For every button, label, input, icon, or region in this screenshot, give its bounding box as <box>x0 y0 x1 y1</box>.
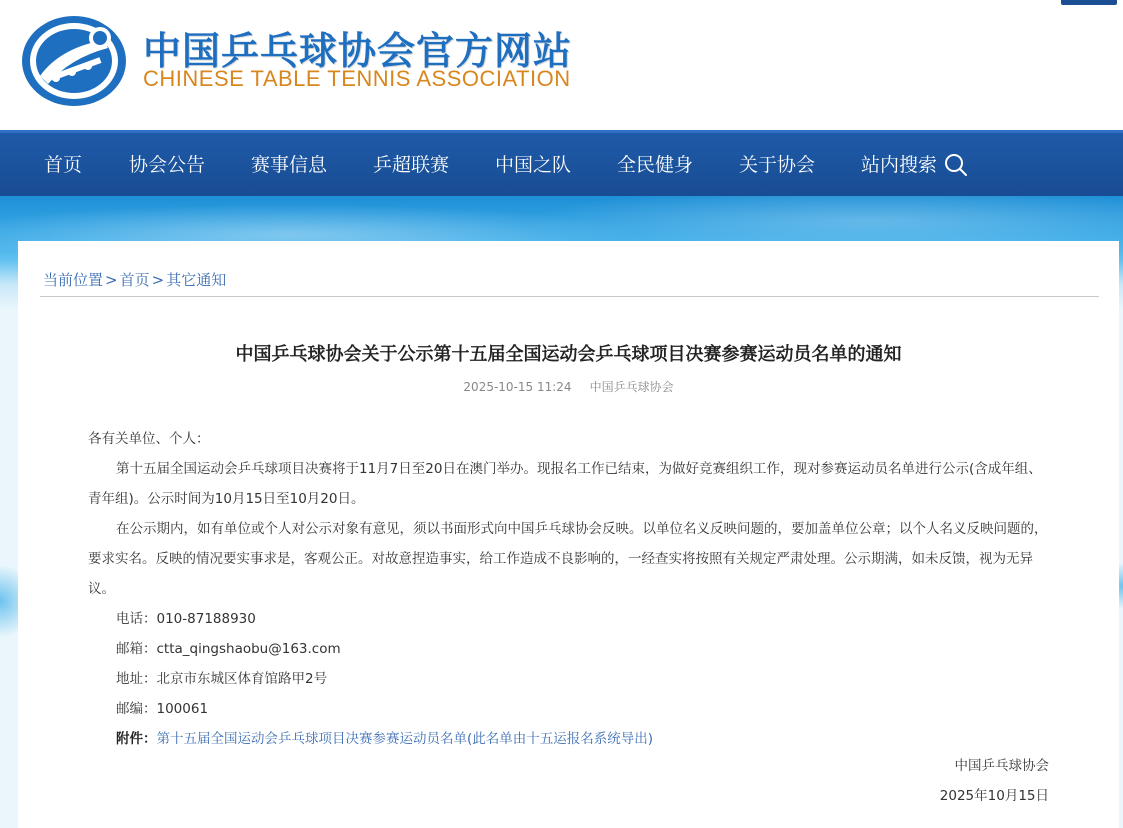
attachment-label: 附件： <box>116 731 157 747</box>
contact-value: 北京市东城区体育馆路甲2号 <box>156 671 328 687</box>
nav-item-announcements[interactable]: 协会公告 <box>129 154 206 176</box>
ctta-logo-icon[interactable] <box>20 14 128 108</box>
article-date: 2025-10-15 11:24 <box>463 380 572 394</box>
nav-item-events[interactable]: 赛事信息 <box>251 154 328 176</box>
article-paragraph: 在公示期内，如有单位或个人对公示对象有意见，须以书面形式向中国乒乓球协会反映。以单位名义反映问题的，要加盖单位公章；以个人名义反映问题的，要求实名。反映的情况要实事求是，客观公正。对故意捏造事实，给工作造成不良影响的，一经查实将按照有关规定严肃处理。公示期满，如未反馈，视为无异议。 <box>88 521 1048 597</box>
breadcrumb-current-location: 当前位置 <box>43 271 104 289</box>
site-title-cn: 中国乒乓球协会官方网站 <box>143 29 573 73</box>
breadcrumb-other-notices-link[interactable]: 其它通知 <box>166 271 227 289</box>
article-title: 中国乒乓球协会关于公示第十五届全国运动会乒乓球项目决赛参赛运动员名单的通知 <box>235 344 902 365</box>
contact-label: 邮编： <box>116 701 157 717</box>
site-title-en: CHINESE TABLE TENNIS ASSOCIATION <box>143 66 571 91</box>
breadcrumb-divider <box>40 296 1099 297</box>
article-signature <box>940 751 1049 811</box>
contact-label: 邮箱： <box>116 641 157 657</box>
signature-org: 中国乒乓球协会 <box>954 758 1049 774</box>
contact-postcode <box>88 694 1048 724</box>
contact-value: 100061 <box>156 701 209 717</box>
breadcrumb-home-link[interactable]: 首页 <box>119 271 150 289</box>
contact-value: ctta_qingshaobu@163.com <box>156 641 341 657</box>
article-source: 中国乒乓球协会 <box>589 380 674 394</box>
attachment-link[interactable]: 第十五届全国运动会乒乓球项目决赛参赛运动员名单(此名单由十五运报名系统导出) <box>156 731 654 747</box>
article-meta <box>18 378 1119 395</box>
breadcrumb-separator: > <box>105 271 118 289</box>
breadcrumb <box>43 269 226 290</box>
article-body <box>88 424 1048 754</box>
breadcrumb-separator: > <box>151 271 165 289</box>
nav-item-home[interactable]: 首页 <box>44 154 83 176</box>
side-decoration <box>0 556 18 646</box>
attachment-line <box>88 724 1048 754</box>
site-header <box>0 0 1123 130</box>
search-icon[interactable] <box>944 153 968 177</box>
contact-address <box>88 664 1048 694</box>
article-salutation: 各有关单位、个人： <box>88 431 210 447</box>
main-nav <box>0 130 1123 196</box>
nav-item-super-league[interactable]: 乒超联赛 <box>373 154 450 176</box>
article-paragraph: 第十五届全国运动会乒乓球项目决赛将于11月7日至20日在澳门举办。现报名工作已结束，为做好竞赛组织工作，现对参赛运动员名单进行公示(含成年组、青年组)。公示时间为10月15日至10月20日。 <box>88 461 1042 507</box>
contact-value: 010-87188930 <box>156 611 256 627</box>
nav-item-fitness[interactable]: 全民健身 <box>617 154 694 176</box>
signature-date: 2025年10月15日 <box>939 788 1049 804</box>
contact-email <box>88 634 1048 664</box>
nav-item-site-search[interactable]: 站内搜索 <box>861 154 938 176</box>
contact-phone <box>88 604 1048 634</box>
contact-label: 电话： <box>116 611 157 627</box>
content-panel <box>18 241 1119 828</box>
login-register-tab[interactable] <box>1061 0 1117 5</box>
nav-item-about[interactable]: 关于协会 <box>739 154 816 176</box>
contact-label: 地址： <box>116 671 157 687</box>
nav-item-national-team[interactable]: 中国之队 <box>495 154 572 176</box>
